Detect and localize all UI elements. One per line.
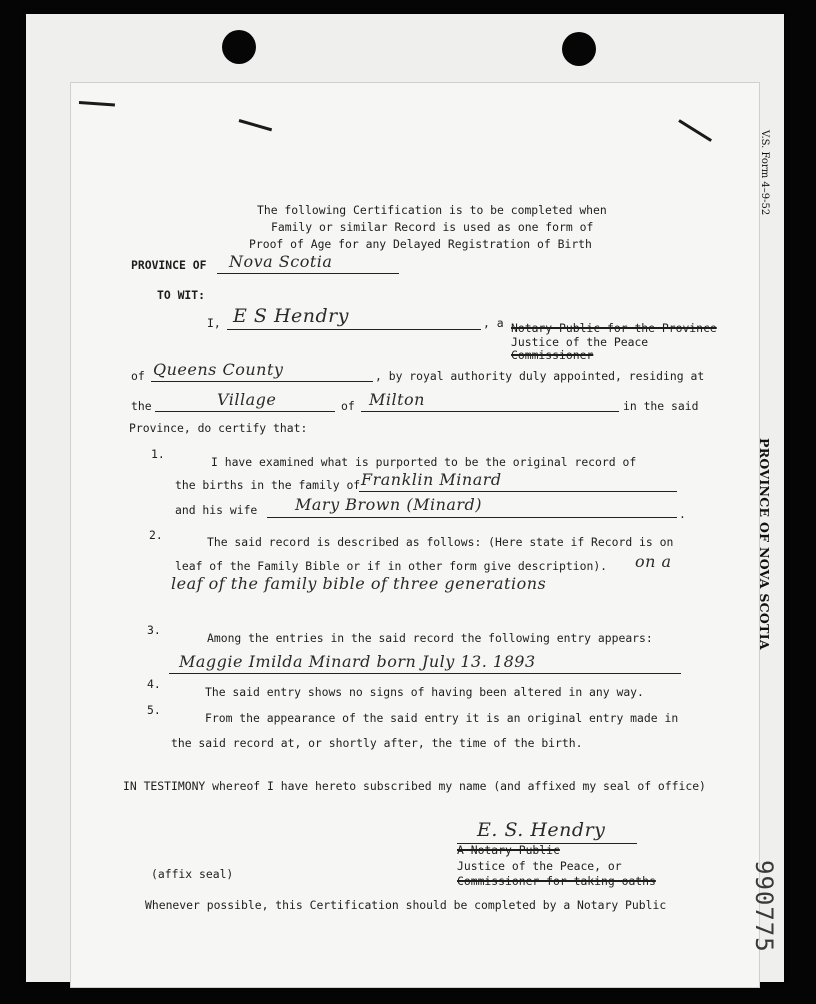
footer-note: Whenever possible, this Certification should be completed by a Notary Public xyxy=(145,898,667,912)
certify-text: Province, do certify that: xyxy=(129,421,308,435)
signer-title-commissioner-struck: Commissioner for taking oaths xyxy=(457,874,656,888)
title-notary-struck: Notary Public for the Province xyxy=(511,321,717,335)
province-side-label: PROVINCE OF NOVA SCOTIA xyxy=(757,438,772,650)
form-number: V.S. Form 4–9-52 xyxy=(759,130,770,216)
place-type-value: Village xyxy=(217,390,277,409)
province-label: PROVINCE OF xyxy=(131,258,207,272)
testimony-text: IN TESTIMONY whereof I have hereto subscribed my name (and affixed my seal of office) xyxy=(123,779,706,793)
affix-seal-label: (affix seal) xyxy=(151,867,234,881)
item-3-number: 3. xyxy=(147,623,161,637)
item-1-text: I have examined what is purported to be the original record of xyxy=(211,455,637,469)
item-2-handwriting-2: leaf of the family bible of three generations xyxy=(171,574,547,593)
item-1-wife-label: and his wife xyxy=(175,503,258,517)
item-3-text: Among the entries in the said record the following entry appears: xyxy=(207,631,653,645)
county-value: Queens County xyxy=(153,360,284,379)
pencil-mark xyxy=(79,101,115,107)
item-5-number: 5. xyxy=(147,703,161,717)
certification-form xyxy=(70,82,760,988)
item-5-text: From the appearance of the said entry it is an original entry made in xyxy=(205,711,679,725)
the-label: the xyxy=(131,399,152,413)
header-line-1: The following Certification is to be completed when xyxy=(257,203,607,217)
signer-title-justice: Justice of the Peace, or xyxy=(457,859,622,873)
serial-stamp: 990775 xyxy=(750,860,778,953)
item-4-text: The said entry shows no signs of having been altered in any way. xyxy=(205,685,644,699)
title-justice: Justice of the Peace xyxy=(511,335,649,349)
item-2-text-2: leaf of the Family Bible or if in other form give description). xyxy=(175,559,608,573)
header-line-3: Proof of Age for any Delayed Registration of Birth xyxy=(249,237,592,251)
item-2-handwriting-1: on a xyxy=(635,552,672,571)
declarant-name: E S Hendry xyxy=(233,305,349,327)
province-value: Nova Scotia xyxy=(229,252,333,271)
punch-hole-left xyxy=(222,30,256,64)
declarant-article: , a xyxy=(483,316,504,330)
item-1-wife-value: Mary Brown (Minard) xyxy=(295,495,483,514)
title-commissioner-struck: Commissioner xyxy=(511,348,594,362)
header-line-2: Family or similar Record is used as one form of xyxy=(271,220,594,234)
punch-hole-right xyxy=(562,32,596,66)
declarant-prefix: I, xyxy=(207,316,221,330)
item-2-text: The said record is described as follows: (Here state if Record is on xyxy=(207,535,674,549)
to-wit-label: TO WIT: xyxy=(157,288,206,302)
item-1-family-value: Franklin Minard xyxy=(361,470,502,489)
item-1-family-label: the births in the family of xyxy=(175,478,361,492)
item-2-number: 2. xyxy=(149,528,163,542)
signature: E. S. Hendry xyxy=(477,819,606,841)
signer-title-notary-struck: A Notary Public xyxy=(457,843,560,857)
in-said-text: in the said xyxy=(623,399,699,413)
of-label: of xyxy=(131,369,145,383)
item-4-number: 4. xyxy=(147,677,161,691)
document-sheet xyxy=(26,14,784,982)
pencil-mark xyxy=(678,119,712,142)
place-name-value: Milton xyxy=(369,390,425,409)
pencil-mark xyxy=(239,119,273,131)
item-3-handwriting: Maggie Imilda Minard born July 13. 1893 xyxy=(179,652,536,671)
item-5-text-2: the said record at, or shortly after, the time of the birth. xyxy=(171,736,583,750)
item-1-number: 1. xyxy=(151,447,165,461)
item-1-end: . xyxy=(679,507,686,521)
of2-label: of xyxy=(341,399,355,413)
appointed-text: , by royal authority duly appointed, residing at xyxy=(375,369,705,383)
